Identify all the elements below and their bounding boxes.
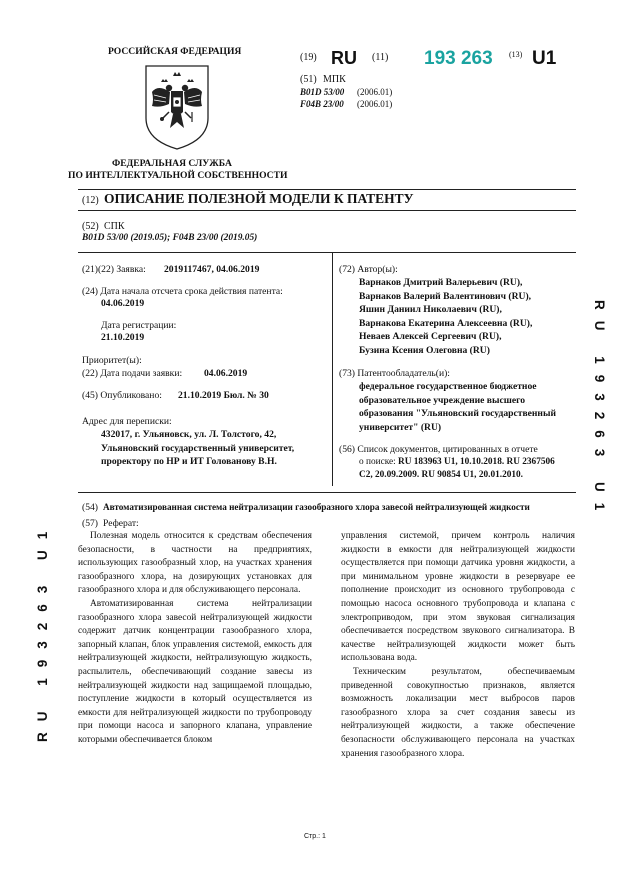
cited-docs-label: (56) Список документов, цитированных в отчете: [339, 444, 538, 455]
abstract-paragraph: управления системой, причем контроль наличия жидкости в емкости для нейтрализующей жидкости осуществляется при помощи датчика уровня жидкости, а при минимальном уровне жидкости в резервуаре ее пополнение происходит из основного трубопровода с помощью насоса основного трубопровода и клапана с электроприводом, при этом звуковая сигнализация обеспечивается посредством звукового сигнализатора. В качестве нейтрализующей жидкости может быть использована вода.: [341, 531, 575, 664]
doc-type-title: ОПИСАНИЕ ПОЛЕЗНОЙ МОДЕЛИ К ПАТЕНТУ: [104, 191, 414, 206]
abstract-right-column: [341, 530, 575, 761]
divider-doc-type: [78, 210, 576, 211]
patent-holder-block: [359, 380, 556, 434]
spk-label: СПК: [104, 221, 125, 232]
abstract-label: Реферат:: [103, 518, 139, 529]
cited-prefix: о поиске:: [359, 457, 396, 467]
agency-line-2: ПО ИНТЕЛЛЕКТУАЛЬНОЙ СОБСТВЕННОСТИ: [68, 170, 288, 181]
authors-label: (72) Автор(ы):: [339, 264, 398, 275]
abstract-left-column: [78, 530, 312, 748]
holder-line: образования "Ульяновский государственный: [359, 408, 556, 420]
biblio-column-separator: [332, 252, 333, 486]
authors-list: [359, 276, 532, 358]
cited-documents-1: RU 183963 U1, 10.10.2018. RU 2367506: [398, 457, 555, 467]
kind-code: U1: [532, 48, 557, 69]
code-19: (19): [300, 52, 317, 63]
holder-line: образовательное учреждение высшего: [359, 394, 526, 406]
ipc-class-1: B01D 53/00: [300, 87, 345, 97]
address-line: проректору по НР и ИТ Голованову В.Н.: [101, 456, 277, 468]
address-line: Ульяновский государственный университет,: [101, 442, 295, 454]
registration-label: Дата регистрации:: [101, 320, 177, 331]
address-line: 432017, г. Ульяновск, ул. Л. Толстого, 42,: [101, 429, 277, 440]
title-code: (54): [82, 502, 98, 513]
cited-docs-line-1: [359, 457, 555, 467]
ipc-class-1-version: (2006.01): [357, 87, 393, 97]
abstract-code: (57): [82, 518, 98, 529]
mpk-label: МПК: [323, 74, 346, 85]
abstract-paragraph: Техническим результатом, обеспечиваемым приведенной совокупностью признаков, является возможность локализации мест выбросов паров газообразного хлора за счет создания завесы из нейтрализующей жидкости, а также обеспечение безопасности обслуживающего персонала на участках хранения газообразного хлора.: [341, 666, 575, 759]
ipc-class-2: F04B 23/00: [300, 99, 344, 109]
divider-title: [78, 492, 576, 493]
cited-documents-2: C2, 20.09.2009. RU 90854 U1, 20.01.2010.: [359, 470, 523, 480]
author-name: Варнаков Дмитрий Валерьевич (RU),: [359, 277, 523, 288]
code-51: (51): [300, 74, 317, 85]
filing-label: (22) Дата подачи заявки:: [82, 368, 183, 379]
published-label: (45) Опубликовано:: [82, 390, 162, 401]
author-name: Варнакова Екатерина Алексеевна (RU),: [359, 317, 533, 329]
holder-line: федеральное государственное бюджетное: [359, 381, 537, 392]
coat-of-arms-emblem: [140, 62, 214, 152]
priority-label: Приоритет(ы):: [82, 355, 142, 366]
published-value: 21.10.2019 Бюл. № 30: [178, 390, 269, 401]
address-block: [101, 428, 294, 469]
utility-model-title: Автоматизированная система нейтрализации газообразного хлора завесой нейтрализующей жидкости: [103, 502, 530, 512]
country-code: RU: [331, 48, 357, 68]
application-label: (21)(22) Заявка:: [82, 264, 146, 275]
doc-type-code: (12): [82, 195, 99, 206]
application-value: 2019117467, 04.06.2019: [164, 264, 260, 275]
address-label: Адрес для переписки:: [82, 416, 172, 427]
side-label-right: RU 193263 U1: [592, 300, 607, 522]
author-name: Неваев Алексей Сергеевич (RU),: [359, 331, 502, 343]
agency-line-1: ФЕДЕРАЛЬНАЯ СЛУЖБА: [112, 158, 232, 169]
abstract-paragraph: Автоматизированная система нейтрализации газообразного хлора завесой нейтрализующей жидкости содержит датчик концентрации газообразного хлора, запорный клапан, блок управления системой, емкость для нейтрализующей жидкости, нейтрализующую жидкость, распылитель, обеспечивающий создание завесы из нейтрализующей жидкости над защищаемой площадью, поступление жидкости в который осуществляется из емкости для нейтрализующей жидкости по трубопроводу при помощи насоса и запорного клапана, управление которыми обеспечивается блоком: [78, 598, 312, 745]
term-start-label: (24) Дата начала отсчета срока действия патента:: [82, 286, 283, 297]
author-name: Бузина Ксения Олеговна (RU): [359, 344, 490, 356]
divider-biblio: [78, 252, 576, 253]
author-name: Яшин Даниил Николаевич (RU),: [359, 304, 502, 316]
term-start-value: 04.06.2019: [101, 298, 145, 309]
filing-value: 04.06.2019: [204, 368, 248, 379]
author-name: Варнаков Валерий Валентинович (RU),: [359, 290, 532, 302]
ipc-class-2-version: (2006.01): [357, 99, 393, 109]
spk-code: (52): [82, 221, 99, 232]
spk-classification: B01D 53/00 (2019.05); F04B 23/00 (2019.05): [82, 233, 258, 243]
registration-value: 21.10.2019: [101, 332, 145, 343]
patent-holder-label: (73) Патентообладатель(и):: [339, 368, 450, 379]
side-label-left: RU 193263 U1: [35, 520, 50, 742]
code-11: (11): [372, 52, 389, 63]
patent-number: 193 263: [424, 48, 493, 69]
holder-line: университет" (RU): [359, 421, 442, 433]
abstract-paragraph: Полезная модель относится к средствам обеспечения безопасности, в частности на предприятиях, использующих газообразный хлор, на участках хранения газообразного хлора, на дозирующих установках для газообразного хлора и для обслуживающего персонала.: [78, 531, 312, 596]
page-number: Стр.: 1: [304, 833, 326, 840]
country-name: РОССИЙСКАЯ ФЕДЕРАЦИЯ: [108, 46, 242, 57]
code-13: (13): [509, 50, 523, 59]
divider-top: [78, 189, 576, 190]
